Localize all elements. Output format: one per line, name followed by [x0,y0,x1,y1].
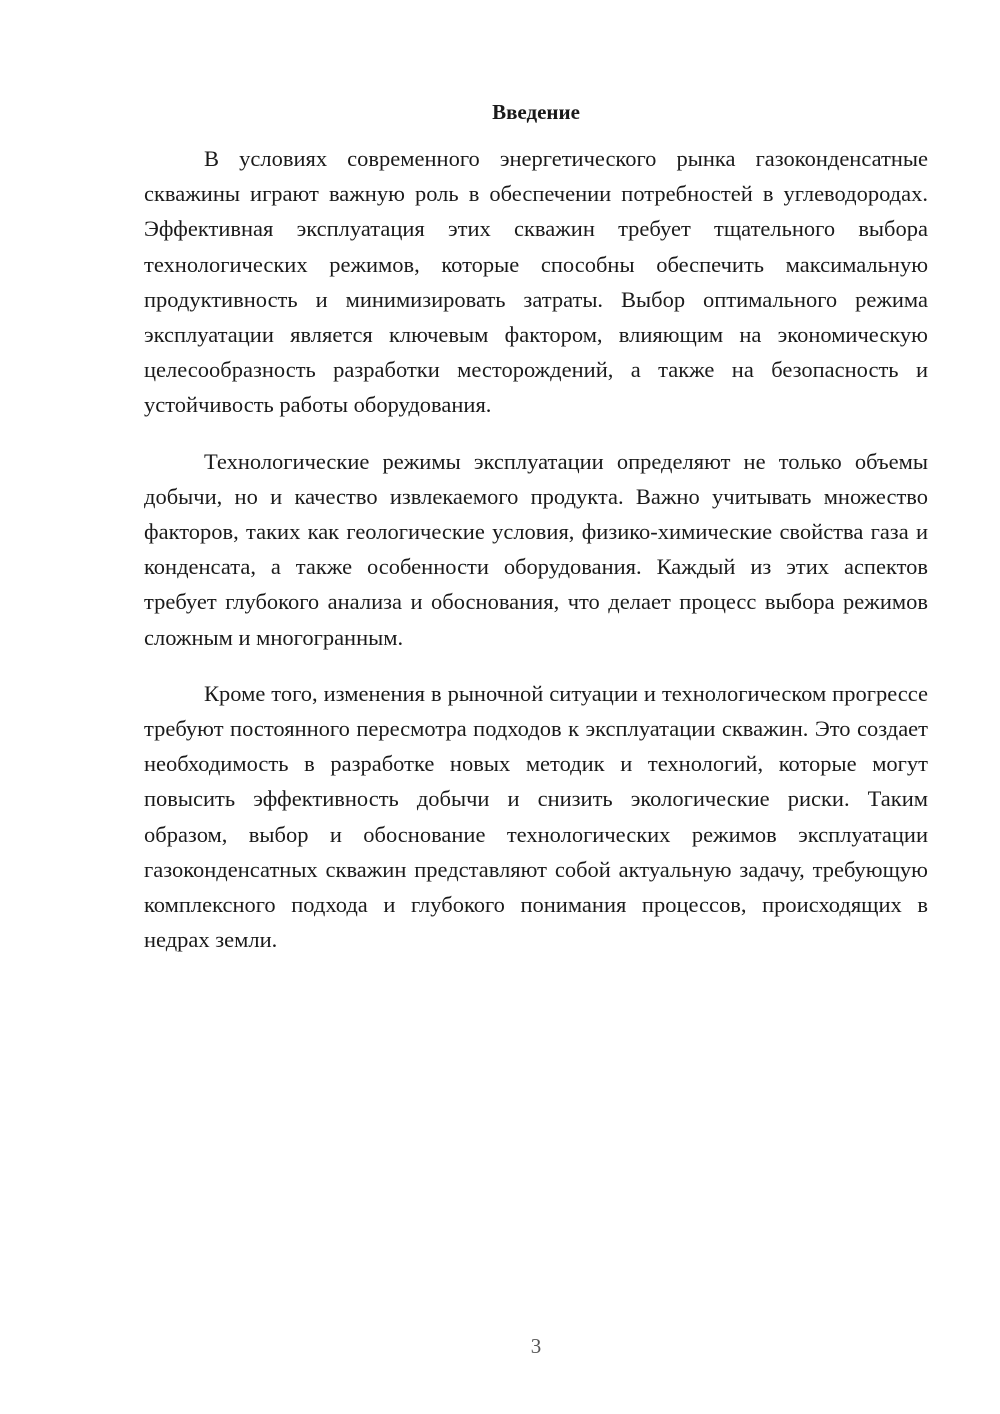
page-number: 3 [530,1334,542,1358]
paragraph-3: Кроме того, изменения в рыночной ситуации и технологическом прогрессе требуют постоянного пересмотра подходов к эксплуатации скважин. Это создает необходимость в разработке новых методик и технологий, которые могут повысить эффективность добычи и снизить экологические риски. Таким образом, выбор и обоснование технологических режимов эксплуатации газоконденсатных скважин представляют собой актуальную задачу, требующую комплексного подхода и глубокого понимания процессов, происходящих в недрах земли. [144,680,928,953]
paragraph-2: Технологические режимы эксплуатации определяют не только объемы добычи, но и качество извлекаемого продукта. Важно учитывать множество факторов, таких как геологические условия, физико-химические свойства газа и конденсата, а также особенности оборудования. Каждый из этих аспектов требует глубокого анализа и обоснования, что делает процесс выбора режимов сложным и многогранным. [144,448,928,650]
section-heading: Введение [492,100,580,124]
paragraph-1: В условиях современного энергетического рынка газоконденсатные скважины играют важную роль в обеспечении потребностей в углеводородах. Эффективная эксплуатация этих скважин требует тщательного выбора технологических режимов, которые способны обеспечить максимальную продуктивность и минимизировать затраты. Выбор оптимального режима эксплуатации является ключевым фактором, влияющим на экономическую целесообразность разработки месторождений, а также на безопасность и устойчивость работы оборудования. [144,146,928,418]
body-text [144,141,928,978]
